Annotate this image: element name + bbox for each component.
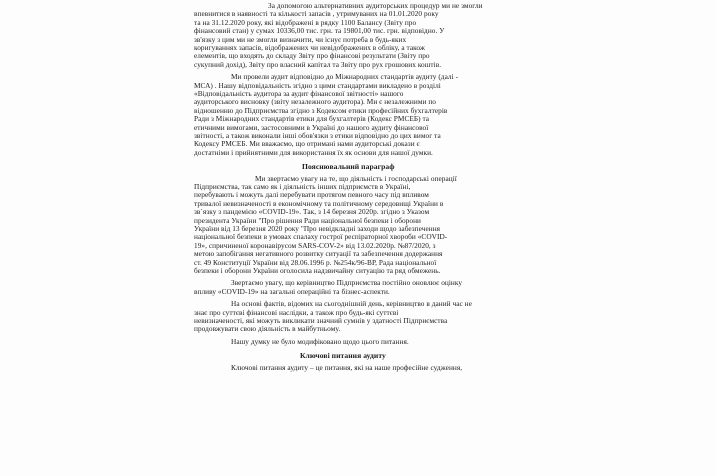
text-span: метою запобігання негативного розвитку ситуації та забезпечення додержання xyxy=(194,249,443,259)
text-span: Пояснювальний параграф xyxy=(302,162,395,172)
text-span: невизначеності, які можуть викликати значний сумнів у здатності Підприємства xyxy=(194,316,448,325)
text-span: зв`язку з пандемією «COVID-19». Так, з 14 березня 2020р. згідно з Указом xyxy=(194,207,430,217)
text-span: Звертаємо увагу, що керівництво Підприємства постійно оновлює оцінку xyxy=(231,278,463,288)
text-span: національної безпеки в умовах спалаху гострої респіраторної хвороби «COVID- xyxy=(194,232,448,242)
text-span: ст. 49 Конституції України від 28.06.1996 р. №254к/96-ВР, Рада національної xyxy=(194,257,437,267)
text-span: елементів, що входять до складу Звіту про фінансові результати (Звіту про xyxy=(194,51,430,61)
text-span: та на 31.12.2020 року, які відображені в рядку 1100 Балансу (Звіту про xyxy=(194,17,417,27)
text-span: впливу «COVID-19» на загальні операційні та бізнес-аспекти. xyxy=(194,286,390,296)
text-span: «Відповідальність аудитора за аудит фінансової звітності» нашого xyxy=(194,89,404,98)
text-span: безпеки і оборони України оголосила надзвичайну ситуацію та ряд обмежень. xyxy=(194,266,441,275)
text-span: Ми звертаємо увагу на те, що діяльність і господарські операції xyxy=(255,173,457,183)
text-span: президента України "Про рішення Ради національної безпеки і оборони xyxy=(194,215,421,225)
text-span: Ключові питання аудиту – це питання, які на наше професійне судження, xyxy=(231,362,463,372)
text-span: звітності, а також виконали інші обов'язки з етики відповідно до цих вимог та xyxy=(194,131,441,140)
text-span: перебувають і можуть далі перебувати протягом певного часу під впливом xyxy=(194,190,429,200)
text-span: аудиторського висновку (звіту незалежного аудитора). Ми є незалежними по xyxy=(194,97,436,107)
text-span: коригуваннях запасів, відображених чи невідображених в обліку, а також xyxy=(194,43,426,52)
text-span: Нашу думку не було модифіковано щодо цього питання. xyxy=(231,336,409,346)
text-span: відношенню до Підприємства згідно з Кодексом етики професійних бухгалтерів xyxy=(194,105,448,115)
text-span: зв'язку з цим ми не змогли визначити, чи існує потреба в будь-яких xyxy=(194,34,407,44)
text-span: Підприємства, так само як і діяльність інших підприємств в Україні, xyxy=(194,182,411,191)
text-span: МСА) . Нашу відповідальність згідно з цими стандартами викладено в розділі xyxy=(194,80,441,90)
text-span: сукупний дохід), Звіту про власний капітал та Звіту про рух грошових коштів. xyxy=(194,59,442,69)
text-span: Ключові питання аудиту xyxy=(300,351,386,361)
text-span: етичними вимогами, застосовними в Україні до нашого аудиту фінансової xyxy=(194,122,429,132)
text-span: На основі фактів, відомих на сьогоднішній день, керівництво в даний час не xyxy=(231,299,472,309)
text-span: продовжувати свою діяльність в майбутньому. xyxy=(194,324,341,334)
text-span: впевнитися в наявності та кількості запасів , утримуваних на 01.01.2020 року xyxy=(194,9,439,19)
text-span: Ми провели аудит відповідно до Міжнародних стандартів аудиту (далі - xyxy=(231,72,459,82)
text-span: знає про суттєві фінансові наслідки, а також про будь-які суттєві xyxy=(194,307,399,317)
text-span: Кодексу РМСЕБ. Ми вважаємо, що отримані нами аудиторські докази є xyxy=(194,139,420,149)
text-span: 19», спричиненої коронавірусом SARS-COV-2» від 13.02.2020р. №87/2020, з xyxy=(194,240,436,250)
text-span: тривалої невизначеності в економічному та політичному середовищі України в xyxy=(194,198,444,208)
text-span: фінансовий стан) у сумах 10336,00 тис. грн. та 19801,00 тис. грн. відповідно. У xyxy=(194,26,445,36)
text-span: Ради з Міжнародних стандартів етики для бухгалтерів (Кодекс РМСЕБ) та xyxy=(194,114,430,124)
text-span: За допомогою альтернативних аудиторських процедур ми не змогли xyxy=(268,1,483,10)
text-span: України від 13 березня 2020 року "Про невідкладні заходи щодо забезпечення xyxy=(194,224,441,233)
text-span: достатніми і прийнятними для використання їх як основи для нашої думки. xyxy=(194,147,433,157)
